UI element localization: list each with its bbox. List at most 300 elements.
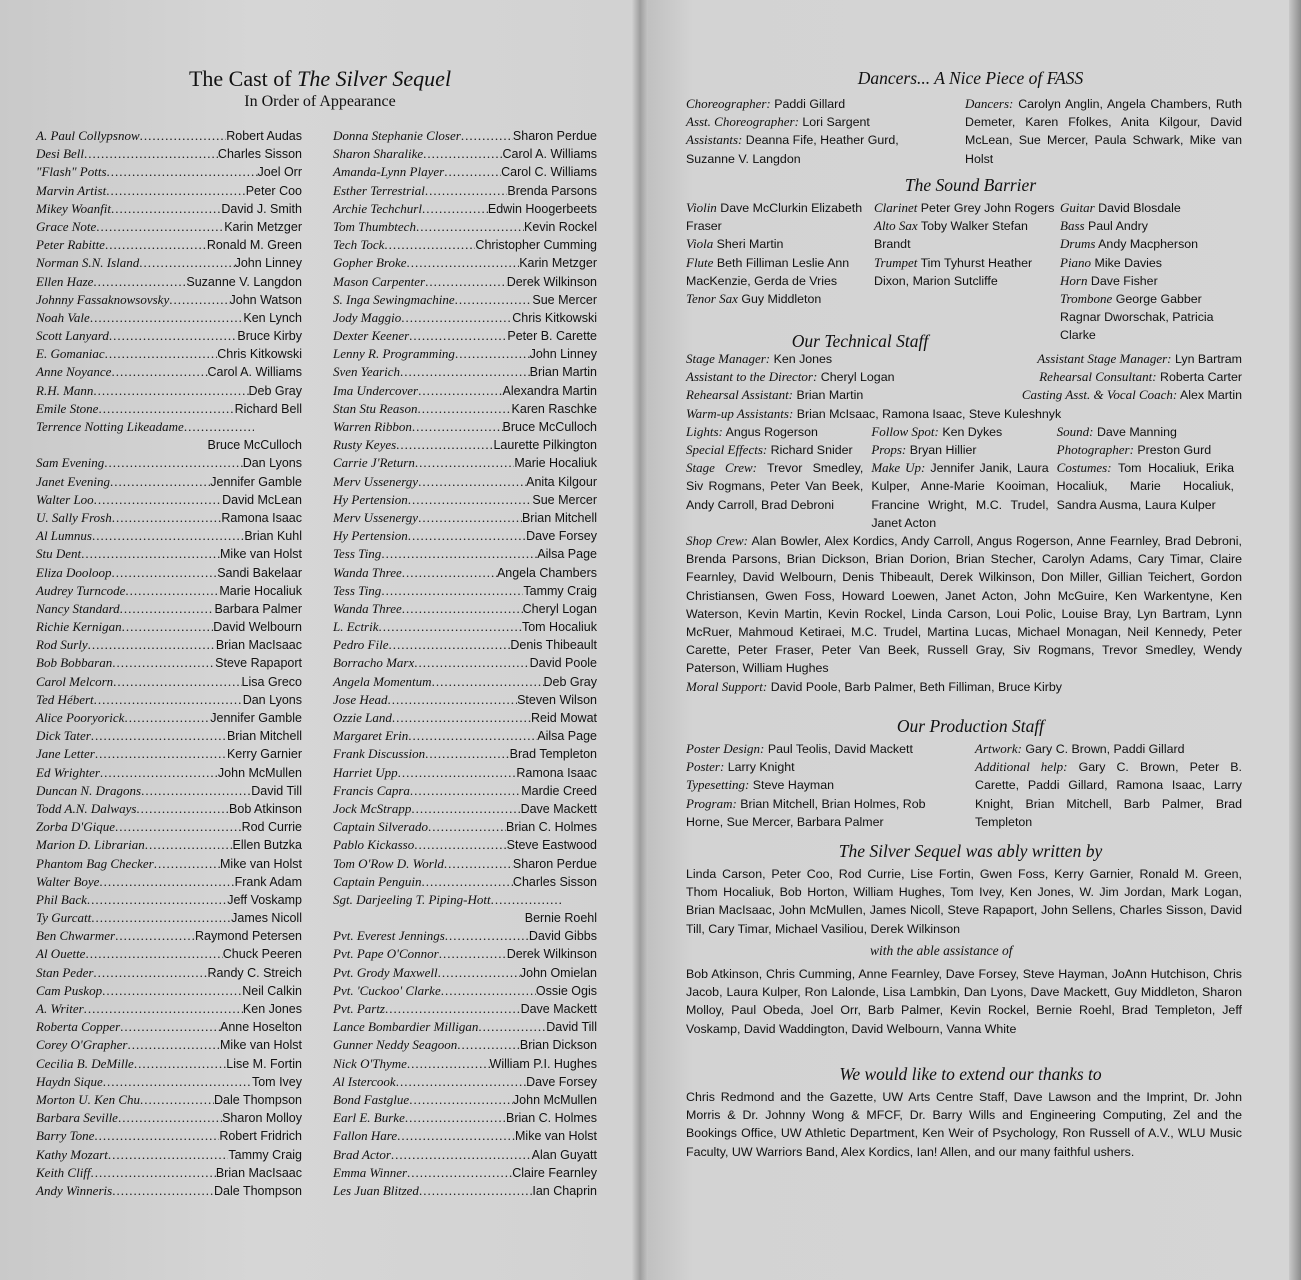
cast-row — [36, 163, 302, 181]
cast-role: Angela Momentum — [333, 673, 432, 689]
cast-role: Pvt. Pape O'Connor — [333, 946, 439, 962]
credit-line — [1060, 272, 1242, 290]
leader-dots — [91, 909, 231, 927]
credit-line — [1057, 441, 1242, 459]
cast-row — [36, 1127, 302, 1145]
leader-dots — [407, 1164, 512, 1182]
credit-names: Richard Snider — [770, 443, 853, 458]
cast-actor: Ellen Butzka — [232, 838, 302, 853]
leader-dots — [418, 400, 512, 418]
cast-actor: Jennifer Gamble — [210, 711, 302, 725]
credit-label: Rehearsal Consultant: — [1039, 369, 1157, 385]
cast-row — [333, 964, 597, 982]
leader-dots — [419, 1182, 532, 1200]
production-right — [975, 740, 1242, 831]
cast-actor: Bruce McCulloch — [207, 438, 302, 453]
cast-actor: Sue Mercer — [532, 292, 597, 307]
cast-role: Al Ouette — [36, 946, 86, 962]
credit-label: Viola — [686, 236, 714, 252]
cast-role: Ellen Haze — [36, 273, 94, 289]
cast-actor: Steven Wilson — [517, 692, 597, 707]
cast-actor: Dale Thompson — [213, 1092, 302, 1107]
cast-actor: Brian Mitchell — [226, 729, 302, 744]
cast-role: Brad Actor — [333, 1146, 391, 1162]
cast-row — [36, 945, 302, 963]
cast-actor: Tom Hocaliuk — [521, 620, 597, 635]
cast-role: Captain Penguin — [333, 873, 422, 889]
leader-dots — [457, 1036, 520, 1054]
leader-dots — [122, 618, 214, 636]
cast-role: Ed Wrighter — [36, 764, 100, 780]
cast-role: R.H. Mann — [36, 382, 94, 398]
dancers-section — [686, 95, 1242, 168]
credit-line — [686, 131, 951, 167]
cast-role: Harriet Upp — [333, 764, 398, 780]
credit-line — [686, 441, 871, 459]
leader-dots — [381, 545, 537, 563]
leader-dots — [445, 927, 529, 945]
cast-actor: Steve Rapaport — [215, 656, 302, 671]
leader-dots — [125, 582, 219, 600]
cast-role: Amanda-Lynn Player — [333, 164, 445, 180]
credit-label: Poster Design: — [686, 741, 765, 756]
cast-actor: Alan Guyatt — [531, 1147, 597, 1162]
leader-dots — [425, 273, 507, 291]
cast-row — [36, 782, 302, 800]
cast-actor: Robert Fridrich — [219, 1129, 302, 1144]
credit-line — [874, 254, 1060, 290]
assistance-title: with the able assistance of — [870, 943, 1013, 958]
leader-dots — [402, 600, 523, 618]
cast-role: Bond Fastglue — [333, 1091, 410, 1107]
cast-row — [333, 345, 597, 363]
cast-role: Morton U. Ken Chu — [36, 1091, 140, 1107]
cast-role: Pvt. Partz — [333, 1001, 385, 1016]
cast-role: Barbara Seville — [36, 1110, 118, 1126]
cast-role: Mikey Woanfit — [36, 200, 111, 216]
leader-dots — [385, 1000, 521, 1018]
cast-actor: Edwin Hoogerbeets — [487, 201, 597, 216]
cast-row — [333, 654, 597, 672]
cast-actor: James Nicoll — [231, 911, 302, 926]
cast-role: Donna Stephanie Closer — [333, 128, 461, 143]
cast-actor: Mike van Holst — [220, 547, 302, 562]
leader-dots — [84, 145, 218, 163]
credit-label: Sound: — [1056, 423, 1094, 439]
leader-dots — [96, 218, 224, 236]
cast-row — [333, 1000, 597, 1018]
cast-row — [36, 873, 302, 891]
leader-dots — [418, 509, 522, 527]
cast-row — [36, 964, 302, 982]
credit-label: Alto Sax — [874, 218, 918, 234]
credit-label: Make Up: — [871, 460, 926, 476]
cast-role: Francis Capra — [333, 782, 410, 798]
cast-row — [36, 654, 302, 672]
cast-row — [333, 873, 597, 891]
credit-label: Special Effects: — [686, 442, 768, 458]
credit-label: Follow Spot: — [871, 423, 939, 439]
credit-names: Gary C. Brown, Paddi Gillard — [1025, 742, 1185, 756]
credit-label: Warm-up Assistants: — [686, 405, 794, 421]
leader-dots — [94, 491, 222, 509]
leader-dots — [140, 1091, 214, 1109]
cast-role: Frank Discussion — [333, 746, 426, 762]
cast-actor: Christopher Cumming — [475, 238, 597, 253]
cast-actor: Tammy Craig — [523, 583, 597, 598]
credit-line — [686, 235, 874, 253]
cast-row — [36, 800, 302, 818]
cast-role: Bob Bobbaran — [36, 655, 113, 671]
cast-actor: Lise M. Fortin — [226, 1056, 302, 1071]
cast-row — [36, 327, 302, 345]
cast-row — [333, 436, 597, 454]
leader-dots — [112, 654, 215, 672]
cast-actor: Denis Thibeault — [510, 638, 597, 653]
leader-dots — [120, 600, 215, 618]
credit-names: Dave Fisher — [1090, 273, 1158, 288]
cast-row — [36, 1182, 302, 1200]
leader-dots — [439, 945, 507, 963]
credit-line — [1037, 350, 1242, 368]
cast-role: Sgt. Darjeeling T. Piping-Hott — [333, 891, 491, 907]
cast-role: Sven Yearich — [333, 364, 401, 380]
cast-row — [36, 691, 302, 709]
credit-names: Larry Knight — [727, 760, 795, 775]
leader-dots — [461, 127, 513, 145]
cast-role: Marion D. Librarian — [36, 837, 145, 853]
assistance-list: Bob Atkinson, Chris Cumming, Anne Fearnley, Dave Forsey, Steve Hayman, JoAnn Hutchison, Chris Jacob, Laura Kulper, Ron Lalonde, Lisa Lambkin, Dan Lyons, Dave Mackett, Guy Middleton, Sharon Molloy, Paul Obeda, Joel Orr, Barb Palmer, Kevin Rockel, Bernie Roehl, Brad Templeton, Jeff Voskamp, David Waddington, David Welbourn, Vanna White — [686, 967, 1242, 1036]
cast-role: Barry Tone — [36, 1128, 95, 1144]
leader-dots — [402, 564, 497, 582]
leader-dots — [93, 273, 186, 291]
cast-role: Dick Tater — [36, 728, 91, 744]
cast-actor: Mike van Holst — [220, 1038, 302, 1053]
cast-row — [36, 745, 302, 763]
leader-dots — [412, 418, 503, 436]
cast-actor: Brad Templeton — [509, 747, 597, 762]
cast-role: Carol Melcorn — [36, 673, 114, 689]
cast-role: Earl E. Burke — [333, 1110, 405, 1126]
credit-label: Stage Crew: — [686, 460, 757, 476]
cast-row — [36, 418, 302, 436]
leader-dots — [134, 1055, 226, 1073]
leader-dots — [409, 327, 507, 345]
cast-actor: Karin Metzger — [224, 219, 302, 234]
credit-names: George Gabber Ragnar Dworschak, Patricia Clarke — [1060, 292, 1214, 343]
cast-actor: Suzanne V. Langdon — [186, 274, 302, 289]
cast-role: S. Inga Sewingmachine — [333, 291, 455, 307]
leader-dots — [115, 927, 195, 945]
tech-row — [686, 423, 1242, 441]
credit-names: Cheryl Logan — [820, 370, 895, 385]
leader-dots — [141, 782, 251, 800]
cast-role: Andy Winneris — [36, 1182, 113, 1198]
credit-line — [1060, 199, 1242, 217]
cast-row — [36, 673, 302, 691]
cast-column-2 — [333, 127, 597, 1200]
leader-dots — [105, 236, 207, 254]
leader-dots — [418, 382, 502, 400]
cast-actor: Dave Forsey — [526, 1074, 597, 1089]
cast-actor: David Till — [251, 783, 302, 798]
cast-row — [36, 764, 302, 782]
cast-actor: John Linney — [234, 256, 302, 271]
cast-actor: Rod Currie — [241, 820, 302, 835]
credit-label: Flute — [686, 254, 714, 270]
cast-row — [36, 582, 302, 600]
cast-role: E. Gomaniac — [36, 346, 105, 362]
credit-label: Piano — [1060, 254, 1092, 270]
cast-row — [36, 909, 302, 927]
cast-row — [333, 636, 597, 654]
credit-names: Alex Martin — [1180, 388, 1242, 403]
leader-dots — [407, 1055, 490, 1073]
cast-row — [333, 855, 597, 873]
cast-actor: Kerry Garnier — [226, 747, 302, 762]
credit-line — [686, 758, 961, 776]
cast-actor: David Till — [546, 1020, 597, 1035]
cast-role: Zorba D'Gique — [36, 819, 115, 835]
credit-line — [874, 217, 1060, 253]
cast-role: Kathy Mozart — [36, 1146, 108, 1162]
credit-line — [871, 423, 1056, 441]
cast-actor: Peter B. Carette — [507, 329, 597, 344]
cast-row — [333, 927, 597, 945]
credit-label: Poster: — [686, 759, 725, 775]
cast-role: Captain Silverado — [333, 819, 428, 835]
cast-row — [333, 782, 597, 800]
cast-role: Les Juan Blitzed — [333, 1182, 419, 1198]
cast-row — [36, 1073, 302, 1091]
cast-actor: Dave Mackett — [520, 1002, 597, 1016]
leader-dots — [408, 491, 533, 509]
leader-dots — [112, 509, 222, 527]
cast-actor: Randy C. Streich — [207, 965, 302, 980]
cast-row — [36, 236, 302, 254]
credit-names: Paddi Gillard — [774, 97, 846, 111]
cast-row — [36, 291, 302, 309]
credit-line — [686, 350, 832, 368]
cast-actor: Marie Hocaliuk — [514, 456, 597, 471]
cast-row — [36, 454, 302, 472]
leader-dots — [110, 473, 210, 491]
leader-dots — [81, 545, 220, 563]
cast-actor: Peter Coo — [245, 183, 302, 198]
cast-row — [333, 545, 597, 563]
cast-role: Hy Pertension — [333, 528, 408, 544]
leader-dots — [94, 1127, 219, 1145]
leader-dots — [88, 636, 216, 654]
production-section — [686, 740, 1242, 831]
cast-row — [333, 945, 597, 963]
cast-row — [36, 1000, 302, 1018]
cast-role: "Flash" Potts — [36, 164, 107, 180]
cast-row — [36, 1091, 302, 1109]
credit-line — [686, 95, 951, 113]
cast-actor: David J. Smith — [221, 201, 302, 216]
credit-names: Ken Dykes — [942, 424, 1003, 439]
leader-dots — [94, 691, 243, 709]
leader-dots — [111, 200, 221, 218]
cast-actor: David Gibbs — [528, 929, 597, 944]
leader-dots — [444, 855, 513, 873]
dancers-list: Dancers: Carolyn Anglin, Angela Chambers, Ruth Demeter, Karen Ffolkes, Anita Kilgour, David McLean, Sue Mercer, Paula Schwark, Mike van Holst — [965, 96, 1242, 166]
leader-dots — [106, 182, 246, 200]
cast-row — [36, 400, 302, 418]
cast-row — [333, 382, 597, 400]
tech-section — [686, 350, 1242, 696]
credit-label: Shop Crew: — [686, 533, 748, 549]
cast-actor: Jennifer Gamble — [210, 474, 302, 489]
credit-names: Tom Hocaliuk, Erika Hocaliuk, Marie Hocaliuk, Sandra Ausma, Laura Kulper — [1056, 461, 1234, 512]
cast-actor: Laurette Pilkington — [493, 438, 597, 453]
credit-line — [686, 423, 871, 441]
leader-dots — [428, 818, 506, 836]
cast-row — [36, 1055, 302, 1073]
credit-names: Sheri Martin — [716, 237, 784, 252]
cast-row — [36, 618, 302, 636]
cast-role: Rod Surly — [36, 637, 88, 653]
cast-row — [333, 691, 597, 709]
cast-role: Eliza Dooloop — [36, 564, 112, 580]
cast-row — [36, 345, 302, 363]
tech-row — [686, 350, 1242, 368]
credit-names: Paul Teolis, David Mackett — [767, 742, 913, 756]
cast-actor: Joel Orr — [257, 165, 302, 180]
cast-role: U. Sally Frosh — [36, 509, 112, 525]
leader-dots — [93, 382, 248, 400]
cast-role: Pablo Kickasso — [333, 837, 415, 853]
leader-dots — [90, 309, 244, 327]
leader-dots — [118, 1109, 222, 1127]
credit-line — [1039, 368, 1242, 386]
leader-dots — [392, 709, 531, 727]
cast-actor: Ronald M. Green — [206, 238, 302, 253]
cast-role: Borracho Marx — [333, 655, 415, 671]
cast-role: Cecilia B. DeMille — [36, 1055, 134, 1071]
cast-role: Lance Bombardier Milligan — [333, 1019, 479, 1035]
credit-label: Choreographer: — [686, 96, 771, 111]
leader-dots — [103, 1073, 252, 1091]
cast-actor: Brian Kuhl — [244, 529, 302, 544]
cast-row — [36, 200, 302, 218]
credit-label: Guitar — [1060, 200, 1095, 215]
cast-row — [333, 454, 597, 472]
cast-row — [333, 1036, 597, 1054]
leader-dots — [396, 1073, 526, 1091]
cast-role: Tech Tock — [333, 237, 385, 253]
cast-role: Nancy Standard — [36, 600, 120, 616]
cast-row — [333, 527, 597, 545]
leader-dots — [112, 1182, 214, 1200]
cast-row — [36, 473, 302, 491]
credit-label: Typesetting: — [686, 777, 750, 793]
cast-role: Ima Undercover — [333, 382, 419, 398]
leader-dots — [421, 873, 512, 891]
cast-role: Sharon Sharalike — [333, 146, 424, 162]
leader-dots — [107, 163, 258, 181]
credit-names: Beth Filliman Leslie Ann MacKenzie, Gerda de Vries — [686, 255, 850, 288]
cast-row — [36, 218, 302, 236]
cast-actor: Sharon Perdue — [512, 129, 597, 143]
credit-names: Guy Middleton — [741, 292, 822, 307]
cast-role: Sam Evening — [36, 455, 105, 471]
cast-actor: John Omielan — [519, 965, 597, 980]
leader-dots — [100, 764, 218, 782]
cast-actor: Kevin Rockel — [524, 219, 597, 234]
credit-label: Lights: — [686, 423, 723, 439]
cast-row — [36, 127, 302, 145]
leader-dots — [184, 418, 254, 436]
leader-dots — [422, 200, 488, 218]
cast-row — [333, 582, 597, 600]
cast-actor: Raymond Petersen — [194, 929, 302, 944]
credit-line — [686, 459, 871, 532]
credit-label: Clarinet — [874, 200, 918, 215]
cast-row — [333, 1182, 597, 1200]
cast-role: Haydn Sique — [36, 1073, 103, 1089]
cast-actor: Brenda Parsons — [507, 183, 597, 198]
cast-row — [36, 527, 302, 545]
credit-line — [1060, 217, 1242, 235]
leader-dots — [104, 454, 242, 472]
leader-dots — [136, 800, 229, 818]
cast-actor: Derek Wilkinson — [506, 274, 597, 289]
credit-line — [686, 368, 894, 386]
cast-row — [333, 564, 597, 582]
leader-dots — [425, 182, 508, 200]
cast-title: The Cast of The Silver Sequel — [188, 66, 452, 91]
cast-role: Carrie J'Return — [333, 455, 415, 471]
leader-dots — [438, 964, 520, 982]
credit-names: Dave McClurkin Elizabeth Fraser — [686, 201, 863, 234]
cast-role: Phantom Bag Checker — [36, 855, 154, 871]
cast-actor: Marie Hocaliuk — [219, 583, 302, 598]
thanks-title: We would like to extend our thanks to — [839, 1064, 1102, 1084]
cast-row — [36, 145, 302, 163]
leader-dots — [416, 218, 524, 236]
sound-column-2 — [874, 199, 1060, 345]
credit-label: Tenor Sax — [686, 291, 738, 307]
credit-names: Tim Tyhurst Heather Dixon, Marion Sutcliffe — [874, 255, 1033, 288]
cast-row — [333, 1164, 597, 1182]
leader-dots — [408, 727, 537, 745]
leader-dots — [414, 836, 506, 854]
cast-role: Peter Rabitte — [36, 237, 105, 253]
cast-actor: Dan Lyons — [242, 692, 302, 707]
cast-actor: David Poole — [529, 656, 597, 671]
cast-actor: Karin Metzger — [519, 256, 597, 271]
credit-label: Photographer: — [1056, 442, 1134, 458]
credit-label: Casting Asst. & Vocal Coach: — [1021, 387, 1178, 403]
cast-role: Dexter Keener — [333, 328, 410, 344]
cast-role: Lenny R. Programming — [333, 346, 455, 362]
cast-row — [36, 436, 302, 454]
leader-dots — [91, 727, 227, 745]
cast-role: Duncan N. Dragons — [36, 782, 142, 798]
cast-role: Fallon Hare — [333, 1128, 398, 1144]
cast-row — [36, 491, 302, 509]
cast-actor: Mike van Holst — [220, 856, 302, 871]
cast-actor: Charles Sisson — [512, 874, 597, 889]
leader-dots — [415, 454, 514, 472]
cast-role: Emile Stone — [36, 400, 99, 416]
cast-role: Al Lumnus — [36, 528, 92, 544]
cast-role: Warren Ribbon — [333, 419, 412, 434]
cast-row — [333, 1146, 597, 1164]
tech-row — [686, 386, 1242, 404]
